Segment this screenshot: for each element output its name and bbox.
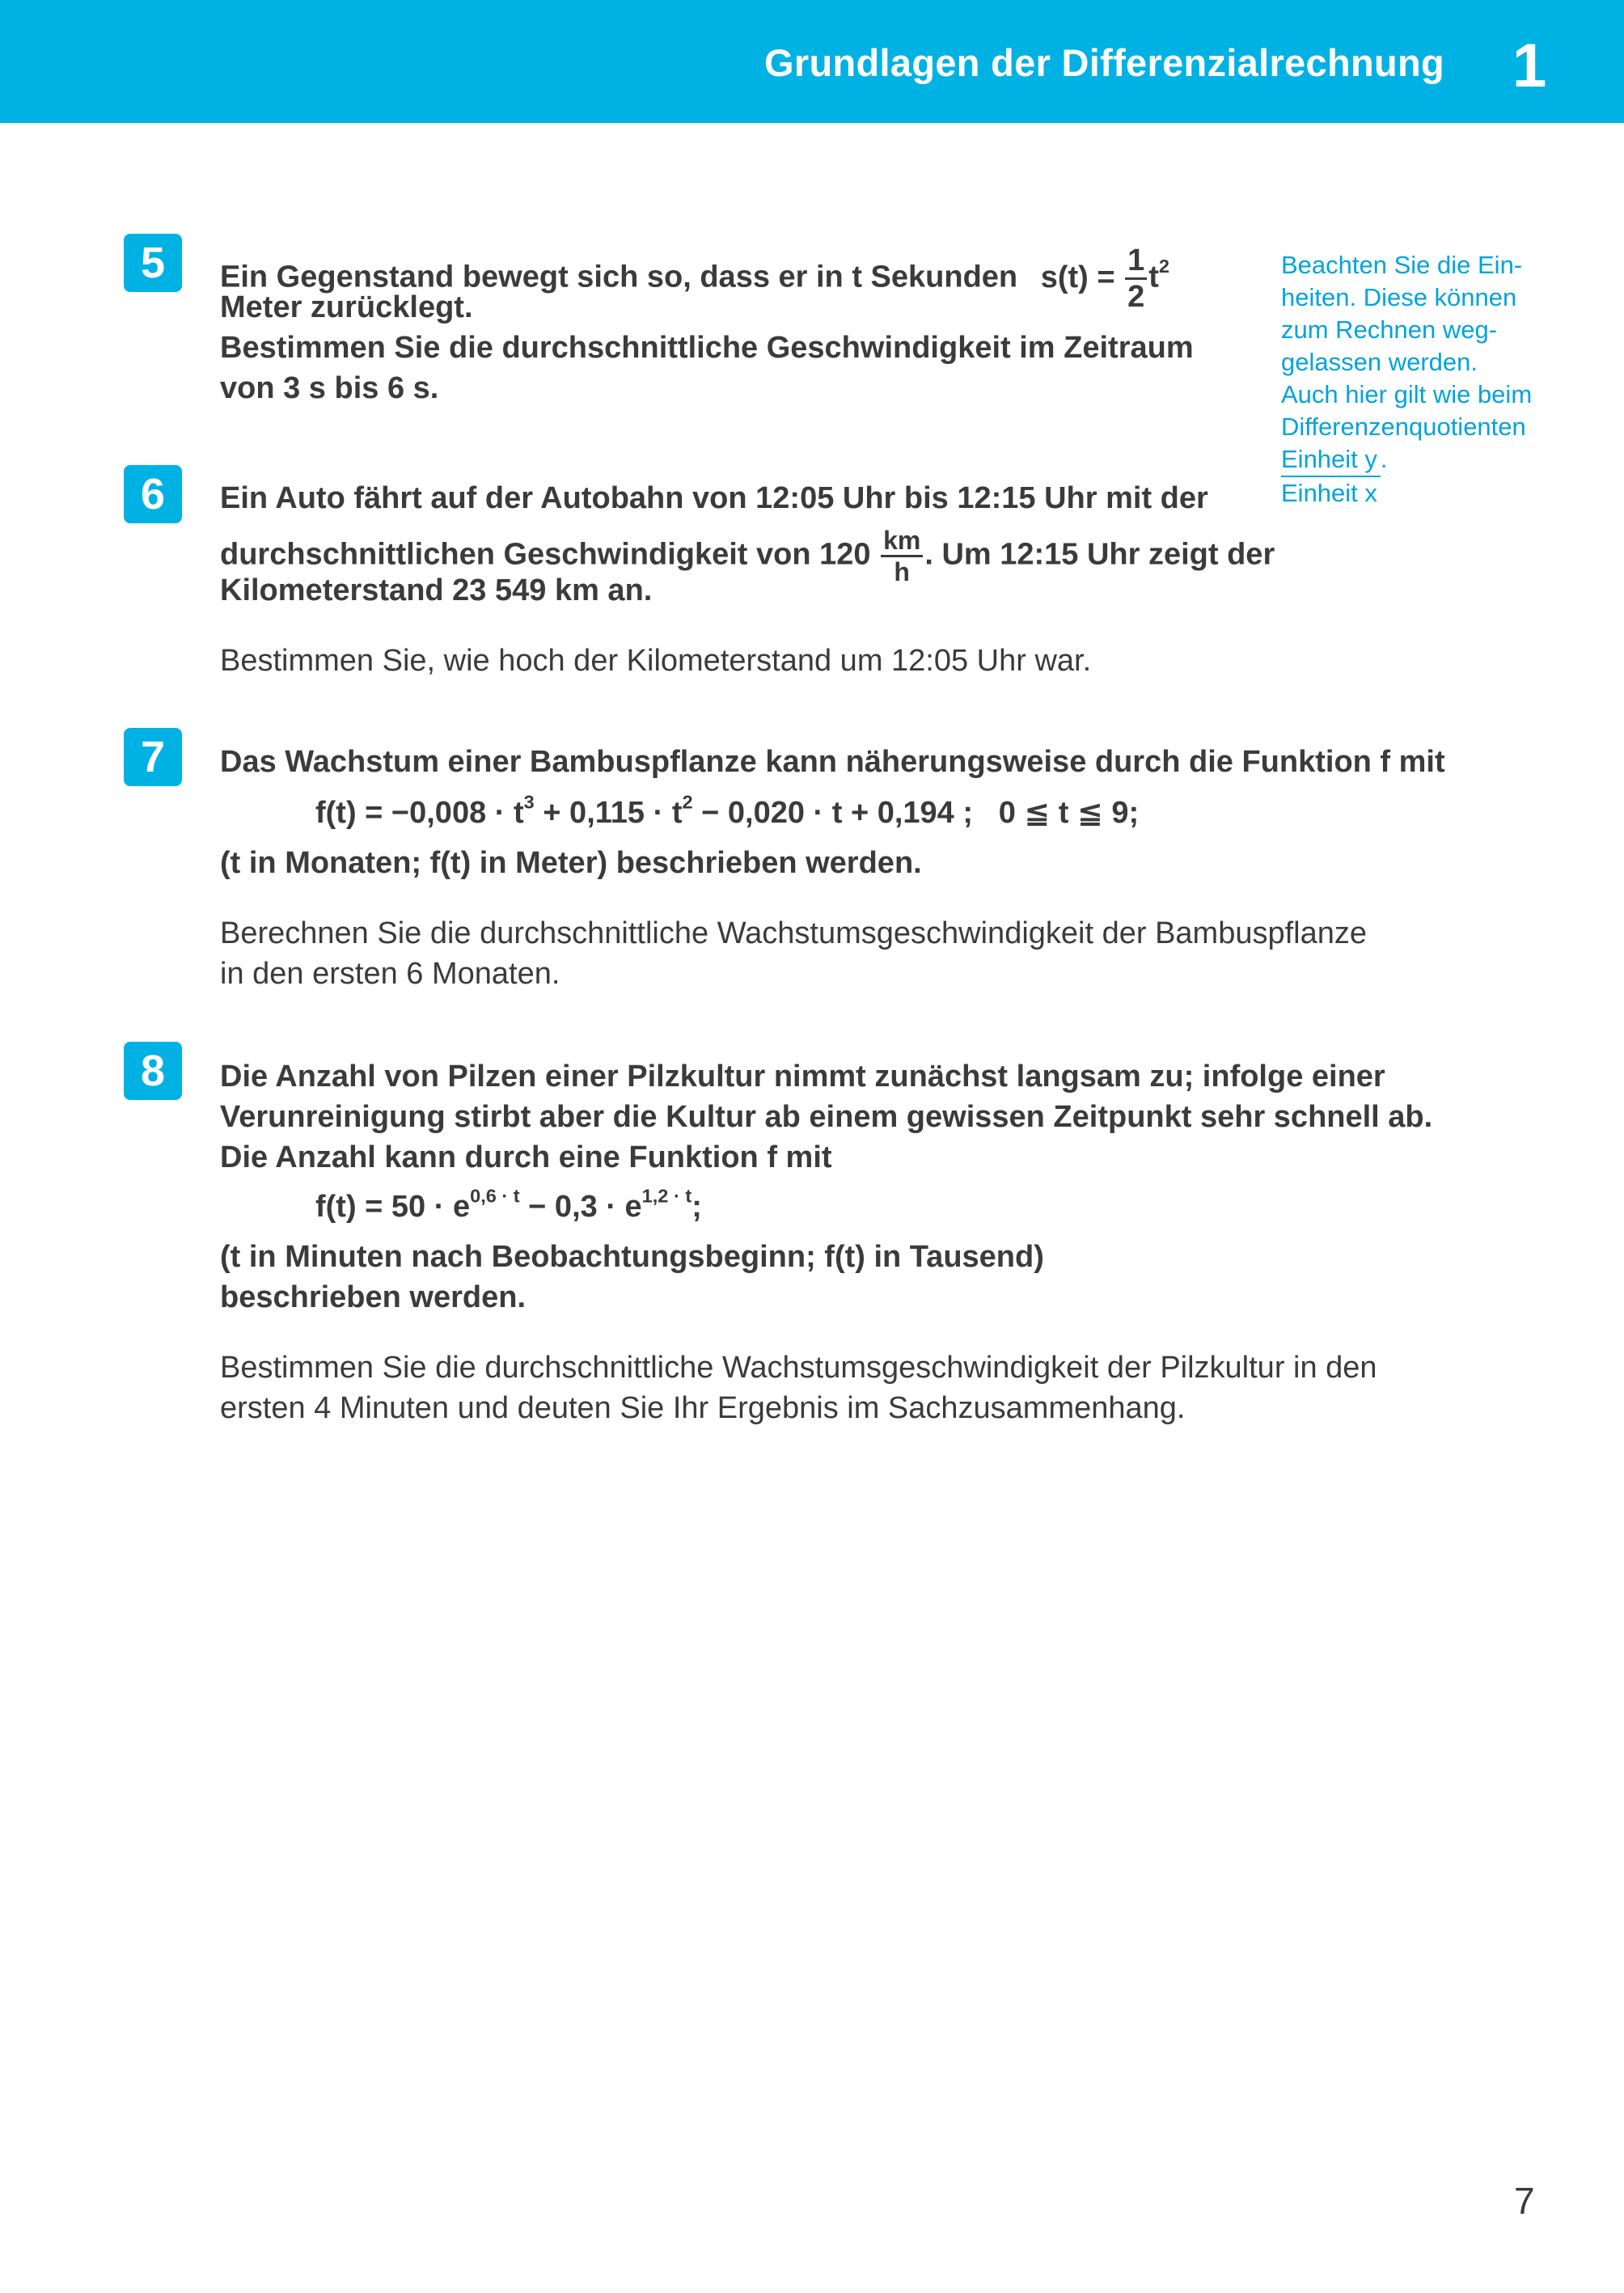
task-6-question: Bestimmen Sie, wie hoch der Kilometerstand um 12:05 Uhr war. xyxy=(220,644,1092,678)
task-7-question-1: Berechnen Sie die durchschnittliche Wachstumsgeschwindigkeit der Bambuspflanze xyxy=(220,916,1368,950)
task-7-line-3: (t in Monaten; f(t) in Meter) beschrieben werden. xyxy=(220,846,922,880)
task-5-text: Ein Gegenstand bewegt sich so, dass er in t Sekunden xyxy=(220,260,1018,294)
task-8-line-6: beschrieben werden. xyxy=(220,1280,527,1314)
chapter-title: Grundlagen der Differenzialrechnung xyxy=(764,41,1444,84)
header-bar xyxy=(0,0,1624,123)
fraction: $\frac{km}{h}$ xyxy=(881,527,923,585)
task-5-line-1: Ein Gegenstand bewegt sich so, dass er in t Sekunden s(t) = $\frac{1}{2}$ $t^2$ xyxy=(220,243,1170,314)
task-7-question-2: in den ersten 6 Monaten. xyxy=(220,957,560,991)
task-8-line-2: Verunreinigung stirbt aber die Kultur ab einem gewissen Zeitpunkt sehr schnell ab. xyxy=(220,1100,1433,1134)
task-6-line-1: Ein Auto fährt auf der Autobahn von 12:05 Uhr bis 12:15 Uhr mit der xyxy=(220,481,1208,515)
task-7-line-1: Das Wachstum einer Bambuspflanze kann näherungsweise durch die Funktion f mit xyxy=(220,745,1445,779)
task-8-formula: $f(t) = 50 \cdot e^{0,6 \cdot t} - 0,3 \cdot e^{1,2 \cdot t}$; xyxy=(315,1185,702,1224)
task-6-line-3: Kilometerstand 23 549 km an. xyxy=(220,573,653,607)
task-number-badge: 7 xyxy=(124,728,182,786)
chapter-number: 1 xyxy=(1512,32,1547,100)
task-7-formula: $f(t) = -0,008 \cdot t^3 + 0,115 \cdot t^2 - 0,020 \cdot t + 0,194$ ; 0 ≦ t ≦ 9; xyxy=(315,791,1140,830)
task-8-line-5: (t in Minuten nach Beobachtungsbeginn; f(t) in Tausend) xyxy=(220,1240,1044,1274)
task-5-line-2: Meter zurücklegt. xyxy=(220,290,473,324)
page-number: 7 xyxy=(1514,2180,1535,2222)
task-8-line-1: Die Anzahl von Pilzen einer Pilzkultur nimmt zunächst langsam zu; infolge einer xyxy=(220,1060,1385,1094)
task-8-question-1: Bestimmen Sie die durchschnittliche Wachstumsgeschwindigkeit der Pilzkultur in den xyxy=(220,1351,1377,1385)
fraction: $\frac{1}{2}$ xyxy=(1125,245,1147,312)
margin-note: Beachten Sie die Ein- heiten. Diese können zum Rechnen weg- gelassen werden. Auch hier gilt wie beim Differenzenquotienten $\frac{\text{Einheit y}}{\text{Einheit x}}$ . xyxy=(1281,249,1605,510)
task-8-line-3: Die Anzahl kann durch eine Funktion f mit xyxy=(220,1140,832,1174)
task-number-badge: 6 xyxy=(124,465,182,523)
task-5-line-3: Bestimmen Sie die durchschnittliche Geschwindigkeit im Zeitraum xyxy=(220,331,1194,365)
task-number-badge: 5 xyxy=(124,234,182,292)
task-5-line-4: von 3 s bis 6 s. xyxy=(220,371,439,405)
task-8-question-2: ersten 4 Minuten und deuten Sie Ihr Ergebnis im Sachzusammenhang. xyxy=(220,1391,1186,1425)
task-6-line-2: durchschnittlichen Geschwindigkeit von 120 $\frac{km}{h}$ . Um 12:15 Uhr zeigt der xyxy=(220,526,1275,586)
task-5-formula: s(t) = xyxy=(1040,260,1115,294)
task-number-badge: 8 xyxy=(124,1042,182,1100)
unit-fraction: $\frac{\text{Einheit y}}{\text{Einheit x}}$ xyxy=(1281,443,1381,510)
